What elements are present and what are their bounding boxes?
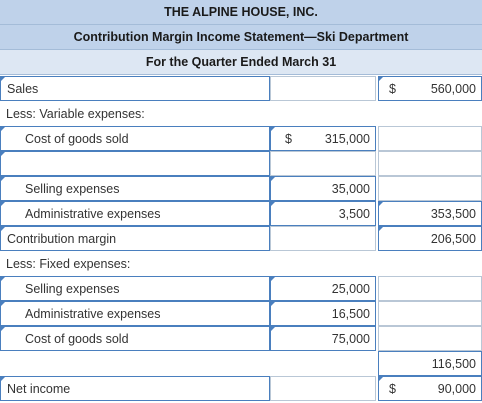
less-fixed-label: Less: Fixed expenses:	[6, 256, 131, 271]
cogs-fixed-label: Cost of goods sold	[25, 331, 129, 346]
selling-fixed-total-field[interactable]	[378, 276, 482, 301]
cogs-variable-amount-field[interactable]	[270, 126, 376, 151]
sales-amount-field[interactable]	[270, 76, 376, 101]
company-name: THE ALPINE HOUSE, INC.	[164, 5, 318, 19]
sales-label: Sales	[7, 81, 39, 96]
cogs-fixed-total-field[interactable]	[378, 326, 482, 351]
statement-title	[0, 25, 482, 50]
cogs-variable-total-field[interactable]	[378, 126, 482, 151]
selling-variable-amount: 35,000	[331, 181, 370, 196]
period-title	[0, 50, 482, 75]
admin-variable-amount-field[interactable]	[270, 201, 376, 226]
cogs-fixed-amount: 75,000	[331, 331, 370, 346]
fixed-total-field[interactable]	[378, 351, 482, 376]
net-income-label-field[interactable]	[0, 376, 270, 401]
period-text: For the Quarter Ended March 31	[145, 55, 337, 69]
admin-variable-label-field[interactable]	[0, 201, 270, 226]
selling-variable-amount-field[interactable]	[270, 176, 376, 201]
blank-amount-field[interactable]	[270, 151, 376, 176]
selling-variable-label-field[interactable]	[0, 176, 270, 201]
admin-fixed-amount: 16,500	[331, 306, 370, 321]
admin-fixed-amount-field[interactable]	[270, 301, 376, 326]
sales-label-field[interactable]	[0, 76, 270, 101]
fixed-total: 116,500	[431, 356, 476, 371]
net-income-total: 90,000	[437, 381, 476, 396]
blank-label-field[interactable]	[0, 151, 270, 176]
variable-total-field[interactable]	[378, 201, 482, 226]
selling-fixed-amount-field[interactable]	[270, 276, 376, 301]
cogs-fixed-label-field[interactable]	[0, 326, 270, 351]
sales-total: 560,000	[430, 81, 476, 96]
contribution-label: Contribution margin	[7, 231, 117, 246]
contribution-total: 206,500	[430, 231, 476, 246]
less-variable-label: Less: Variable expenses:	[6, 106, 145, 121]
cogs-variable-label-field[interactable]	[0, 126, 270, 151]
statement-name: Contribution Margin Income Statement—Ski Department	[73, 30, 409, 44]
net-income-amount-field[interactable]	[270, 376, 376, 401]
selling-variable-label: Selling expenses	[25, 181, 120, 196]
admin-variable-label: Administrative expenses	[25, 206, 161, 221]
net-income-currency: $	[389, 381, 396, 396]
variable-total: 353,500	[430, 206, 476, 221]
net-income-total-field[interactable]	[378, 376, 482, 401]
selling-fixed-label-field[interactable]	[0, 276, 270, 301]
selling-variable-total-field[interactable]	[378, 176, 482, 201]
contribution-total-field[interactable]	[378, 226, 482, 251]
selling-fixed-amount: 25,000	[331, 281, 370, 296]
net-income-label: Net income	[7, 381, 71, 396]
sales-currency: $	[389, 81, 396, 96]
cogs-fixed-amount-field[interactable]	[270, 326, 376, 351]
sales-total-field[interactable]	[378, 76, 482, 101]
cogs-variable-amount: 315,000	[324, 131, 370, 146]
blank-total-field[interactable]	[378, 151, 482, 176]
admin-variable-amount: 3,500	[338, 206, 370, 221]
company-title	[0, 0, 482, 25]
cogs-variable-currency: $	[285, 131, 292, 146]
admin-fixed-label: Administrative expenses	[25, 306, 161, 321]
contribution-amount-field[interactable]	[270, 226, 376, 251]
cogs-variable-label: Cost of goods sold	[25, 131, 129, 146]
admin-fixed-total-field[interactable]	[378, 301, 482, 326]
admin-fixed-label-field[interactable]	[0, 301, 270, 326]
selling-fixed-label: Selling expenses	[25, 281, 120, 296]
contribution-label-field[interactable]	[0, 226, 270, 251]
